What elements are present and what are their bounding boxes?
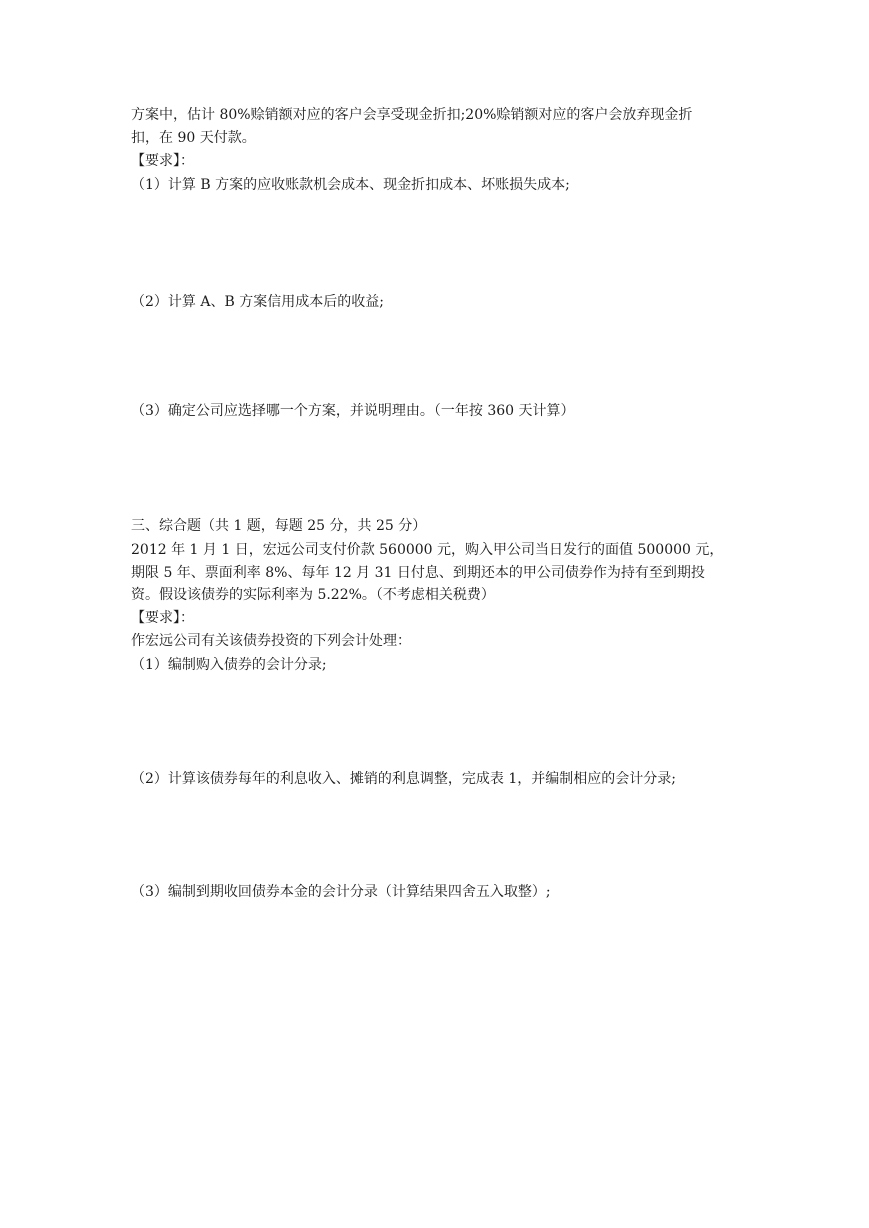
section-3-body-line-3: 资。假设该债券的实际利率为 5.22%。（不考虑相关税费）	[131, 587, 495, 603]
question-1-b-plan-costs: （1）计算 B 方案的应收账款机会成本、现金折扣成本、坏账损失成本;	[131, 177, 570, 193]
requirement-heading-2: 【要求】：	[131, 610, 194, 626]
question-3-plan-choice: （3）确定公司应选择哪一个方案，并说明理由。（一年按 360 天计算）	[131, 403, 575, 419]
section-3-instruction: 作宏远公司有关该债券投资的下列会计处理：	[131, 633, 411, 649]
section-3-question-3: （3）编制到期收回债券本金的会计分录（计算结果四舍五入取整）;	[131, 884, 551, 900]
section-3-question-1: （1）编制购入债券的会计分录;	[131, 657, 327, 673]
section-3-body-line-1: 2012 年 1 月 1 日，宏远公司支付价款 560000 元，购入甲公司当日发行的面值 500000 元，	[131, 542, 724, 558]
section-3-question-2: （2）计算该债券每年的利息收入、摊销的利息调整，完成表 1，并编制相应的会计分录;	[131, 771, 676, 787]
section-3-body-line-2: 期限 5 年、票面利率 8%、每年 12 月 31 日付息、到期还本的甲公司债券作为持有至到期投	[131, 565, 705, 581]
plan-text-line-1: 方案中，估计 80%赊销额对应的客户会享受现金折扣;20%赊销额对应的客户会放弃现金折	[131, 107, 693, 123]
requirement-heading-1: 【要求】：	[131, 153, 194, 169]
section-3-heading: 三、综合题（共 1 题，每题 25 分，共 25 分）	[131, 518, 427, 534]
question-2-plan-income: （2）计算 A、B 方案信用成本后的收益;	[131, 294, 384, 310]
plan-text-line-2: 扣，在 90 天付款。	[131, 130, 256, 146]
